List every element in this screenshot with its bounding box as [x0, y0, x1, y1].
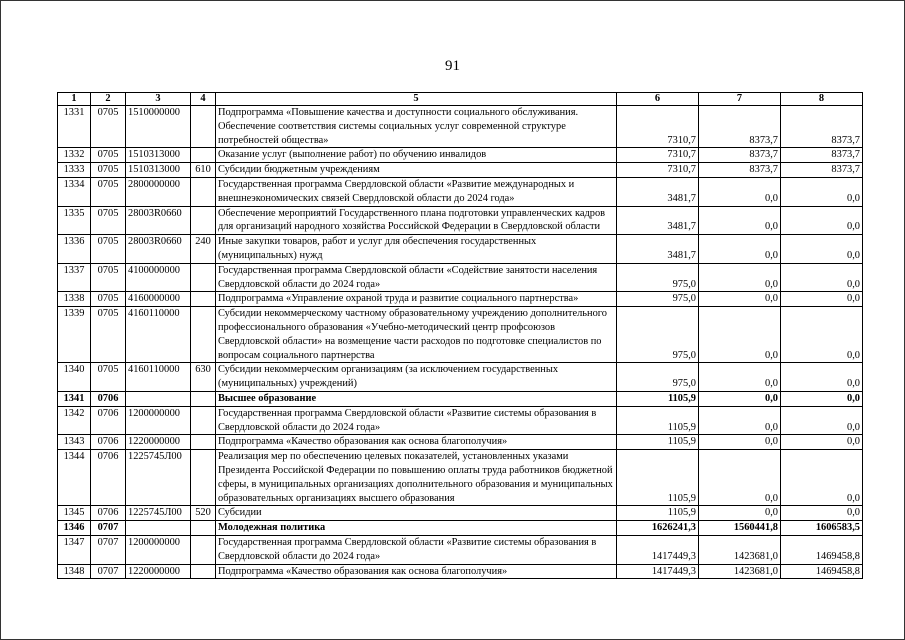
amount-2022-cell: 3481,7: [617, 177, 699, 206]
amount-2022-cell: 1417449,3: [617, 535, 699, 564]
target-article-cell: 2800000000: [126, 177, 191, 206]
amount-2022-cell: 7310,7: [617, 106, 699, 148]
amount-2024-cell: 0,0: [781, 450, 863, 506]
amount-2024-cell: 0,0: [781, 235, 863, 264]
header-cell: 7: [699, 93, 781, 106]
name-cell: Государственная программа Свердловской области «Развитие системы образования в Свердловской области до 2024 года»: [216, 406, 617, 435]
name-cell: Субсидии: [216, 506, 617, 521]
amount-2023-cell: 0,0: [699, 307, 781, 363]
target-article-cell: 1510000000: [126, 106, 191, 148]
target-article-cell: 4160000000: [126, 292, 191, 307]
amount-2023-cell: 0,0: [699, 435, 781, 450]
amount-2023-cell: 0,0: [699, 177, 781, 206]
expense-type-cell: [191, 391, 216, 406]
section-code-cell: 0705: [91, 292, 126, 307]
amount-2022-cell: 7310,7: [617, 148, 699, 163]
expense-type-cell: [191, 177, 216, 206]
amount-2022-cell: 1417449,3: [617, 564, 699, 579]
row-number-cell: 1332: [58, 148, 91, 163]
amount-2023-cell: 0,0: [699, 206, 781, 235]
target-article-cell: 1220000000: [126, 435, 191, 450]
table-row: [58, 521, 863, 536]
target-article-cell: 4100000000: [126, 263, 191, 292]
amount-2024-cell: 0,0: [781, 263, 863, 292]
section-code-cell: 0706: [91, 391, 126, 406]
amount-2023-cell: 0,0: [699, 406, 781, 435]
table-row: [58, 535, 863, 564]
row-number-cell: 1336: [58, 235, 91, 264]
amount-2022-cell: 1105,9: [617, 435, 699, 450]
target-article-cell: 1200000000: [126, 406, 191, 435]
expense-type-cell: [191, 292, 216, 307]
amount-2022-cell: 1105,9: [617, 450, 699, 506]
name-cell: Высшее образование: [216, 391, 617, 406]
amount-2023-cell: 0,0: [699, 506, 781, 521]
amount-2024-cell: 0,0: [781, 206, 863, 235]
amount-2022-cell: 3481,7: [617, 206, 699, 235]
table-row: [58, 391, 863, 406]
row-number-cell: 1335: [58, 206, 91, 235]
table-row: [58, 435, 863, 450]
section-code-cell: 0705: [91, 307, 126, 363]
expense-type-cell: [191, 564, 216, 579]
row-number-cell: 1348: [58, 564, 91, 579]
header-cell: 5: [216, 93, 617, 106]
amount-2022-cell: 3481,7: [617, 235, 699, 264]
target-article-cell: 4160110000: [126, 363, 191, 392]
table-row: [58, 148, 863, 163]
amount-2023-cell: 1423681,0: [699, 535, 781, 564]
expense-type-cell: [191, 535, 216, 564]
amount-2024-cell: 0,0: [781, 435, 863, 450]
table-row: [58, 406, 863, 435]
expense-type-cell: 610: [191, 163, 216, 178]
amount-2023-cell: 8373,7: [699, 106, 781, 148]
amount-2024-cell: 1469458,8: [781, 535, 863, 564]
expense-type-cell: [191, 450, 216, 506]
target-article-cell: 28003R0660: [126, 235, 191, 264]
section-code-cell: 0705: [91, 177, 126, 206]
row-number-cell: 1340: [58, 363, 91, 392]
amount-2022-cell: 975,0: [617, 292, 699, 307]
row-number-cell: 1339: [58, 307, 91, 363]
name-cell: Оказание услуг (выполнение работ) по обучению инвалидов: [216, 148, 617, 163]
header-cell: 8: [781, 93, 863, 106]
target-article-cell: 1220000000: [126, 564, 191, 579]
table-row: [58, 450, 863, 506]
section-code-cell: 0706: [91, 406, 126, 435]
row-number-cell: 1342: [58, 406, 91, 435]
amount-2023-cell: 1423681,0: [699, 564, 781, 579]
amount-2023-cell: 0,0: [699, 391, 781, 406]
table-body: [58, 106, 863, 579]
header-cell: 3: [126, 93, 191, 106]
section-code-cell: 0705: [91, 363, 126, 392]
amount-2024-cell: 8373,7: [781, 148, 863, 163]
name-cell: Подпрограмма «Качество образования как основа благополучия»: [216, 564, 617, 579]
table-row: [58, 206, 863, 235]
expense-type-cell: [191, 148, 216, 163]
header-cell: 1: [58, 93, 91, 106]
expense-type-cell: 240: [191, 235, 216, 264]
amount-2023-cell: 1560441,8: [699, 521, 781, 536]
amount-2024-cell: 8373,7: [781, 163, 863, 178]
table-row: [58, 506, 863, 521]
amount-2024-cell: 0,0: [781, 363, 863, 392]
row-number-cell: 1333: [58, 163, 91, 178]
amount-2022-cell: 1626241,3: [617, 521, 699, 536]
table-row: [58, 307, 863, 363]
section-code-cell: 0706: [91, 435, 126, 450]
section-code-cell: 0707: [91, 564, 126, 579]
name-cell: Государственная программа Свердловской области «Содействие занятости населения Свердловской области до 2024 года»: [216, 263, 617, 292]
table-row: [58, 106, 863, 148]
expense-type-cell: [191, 435, 216, 450]
amount-2022-cell: 1105,9: [617, 406, 699, 435]
target-article-cell: [126, 391, 191, 406]
target-article-cell: 1200000000: [126, 535, 191, 564]
row-number-cell: 1346: [58, 521, 91, 536]
expense-type-cell: [191, 307, 216, 363]
name-cell: Государственная программа Свердловской области «Развитие международных и внешнеэкономических связей Свердловской области до 2024 года»: [216, 177, 617, 206]
amount-2023-cell: 0,0: [699, 450, 781, 506]
amount-2022-cell: 975,0: [617, 263, 699, 292]
header-row: [58, 93, 863, 106]
expense-type-cell: [191, 206, 216, 235]
table-row: [58, 564, 863, 579]
name-cell: Субсидии некоммерческому частному образовательному учреждению дополнительного профессионального образования «Учебно-методический центр профсоюзов Свердловской области» на возмещение части расходов по подготовке специалистов по вопросам социального партнерства: [216, 307, 617, 363]
amount-2024-cell: 0,0: [781, 406, 863, 435]
table-row: [58, 363, 863, 392]
amount-2023-cell: 0,0: [699, 292, 781, 307]
page-number: 91: [445, 58, 460, 74]
table-row: [58, 292, 863, 307]
amount-2022-cell: 1105,9: [617, 506, 699, 521]
target-article-cell: 28003R0660: [126, 206, 191, 235]
expense-type-cell: [191, 406, 216, 435]
amount-2024-cell: 1469458,8: [781, 564, 863, 579]
name-cell: Молодежная политика: [216, 521, 617, 536]
section-code-cell: 0705: [91, 206, 126, 235]
table-row: [58, 177, 863, 206]
section-code-cell: 0706: [91, 506, 126, 521]
amount-2024-cell: 0,0: [781, 506, 863, 521]
amount-2024-cell: 0,0: [781, 292, 863, 307]
amount-2023-cell: 8373,7: [699, 148, 781, 163]
header-cell: 2: [91, 93, 126, 106]
amount-2024-cell: 1606583,5: [781, 521, 863, 536]
budget-table: [57, 92, 863, 579]
row-number-cell: 1334: [58, 177, 91, 206]
name-cell: Подпрограмма «Повышение качества и доступности социального обслуживания. Обеспечение соответствия системы социальных услуг современной структуре потребностей общества»: [216, 106, 617, 148]
name-cell: Иные закупки товаров, работ и услуг для обеспечения государственных (муниципальных) нужд: [216, 235, 617, 264]
amount-2022-cell: 975,0: [617, 363, 699, 392]
expense-type-cell: 630: [191, 363, 216, 392]
amount-2023-cell: 0,0: [699, 235, 781, 264]
section-code-cell: 0706: [91, 450, 126, 506]
expense-type-cell: [191, 263, 216, 292]
section-code-cell: 0705: [91, 263, 126, 292]
amount-2024-cell: 8373,7: [781, 106, 863, 148]
row-number-cell: 1341: [58, 391, 91, 406]
section-code-cell: 0707: [91, 535, 126, 564]
name-cell: Субсидии бюджетным учреждениям: [216, 163, 617, 178]
section-code-cell: 0705: [91, 163, 126, 178]
expense-type-cell: [191, 521, 216, 536]
table-row: [58, 235, 863, 264]
target-article-cell: 1510313000: [126, 148, 191, 163]
row-number-cell: 1343: [58, 435, 91, 450]
name-cell: Государственная программа Свердловской области «Развитие системы образования в Свердловской области до 2024 года»: [216, 535, 617, 564]
row-number-cell: 1345: [58, 506, 91, 521]
table-row: [58, 263, 863, 292]
target-article-cell: 4160110000: [126, 307, 191, 363]
target-article-cell: 1225745Л00: [126, 450, 191, 506]
amount-2024-cell: 0,0: [781, 177, 863, 206]
section-code-cell: 0705: [91, 106, 126, 148]
header-cell: 6: [617, 93, 699, 106]
amount-2023-cell: 0,0: [699, 363, 781, 392]
section-code-cell: 0705: [91, 148, 126, 163]
row-number-cell: 1344: [58, 450, 91, 506]
amount-2022-cell: 975,0: [617, 307, 699, 363]
target-article-cell: 1225745Л00: [126, 506, 191, 521]
amount-2022-cell: 1105,9: [617, 391, 699, 406]
row-number-cell: 1331: [58, 106, 91, 148]
amount-2024-cell: 0,0: [781, 307, 863, 363]
amount-2022-cell: 7310,7: [617, 163, 699, 178]
name-cell: Подпрограмма «Управление охраной труда и развитие социального партнерства»: [216, 292, 617, 307]
table-row: [58, 163, 863, 178]
section-code-cell: 0707: [91, 521, 126, 536]
amount-2024-cell: 0,0: [781, 391, 863, 406]
target-article-cell: 1510313000: [126, 163, 191, 178]
name-cell: Субсидии некоммерческим организациям (за исключением государственных (муниципальных) учреждений): [216, 363, 617, 392]
target-article-cell: [126, 521, 191, 536]
name-cell: Обеспечение мероприятий Государственного плана подготовки управленческих кадров для организаций народного хозяйства Российской Федерации в Свердловской области: [216, 206, 617, 235]
amount-2023-cell: 8373,7: [699, 163, 781, 178]
header-cell: 4: [191, 93, 216, 106]
expense-type-cell: 520: [191, 506, 216, 521]
name-cell: Реализация мер по обеспечению целевых показателей, установленных указами Президента Российской Федерации по повышению оплаты труда работников бюджетной сферы, в муниципальных организациях дополнительного образования и муниципальных образовательных организациях высшего образования: [216, 450, 617, 506]
row-number-cell: 1338: [58, 292, 91, 307]
amount-2023-cell: 0,0: [699, 263, 781, 292]
section-code-cell: 0705: [91, 235, 126, 264]
row-number-cell: 1337: [58, 263, 91, 292]
expense-type-cell: [191, 106, 216, 148]
row-number-cell: 1347: [58, 535, 91, 564]
name-cell: Подпрограмма «Качество образования как основа благополучия»: [216, 435, 617, 450]
